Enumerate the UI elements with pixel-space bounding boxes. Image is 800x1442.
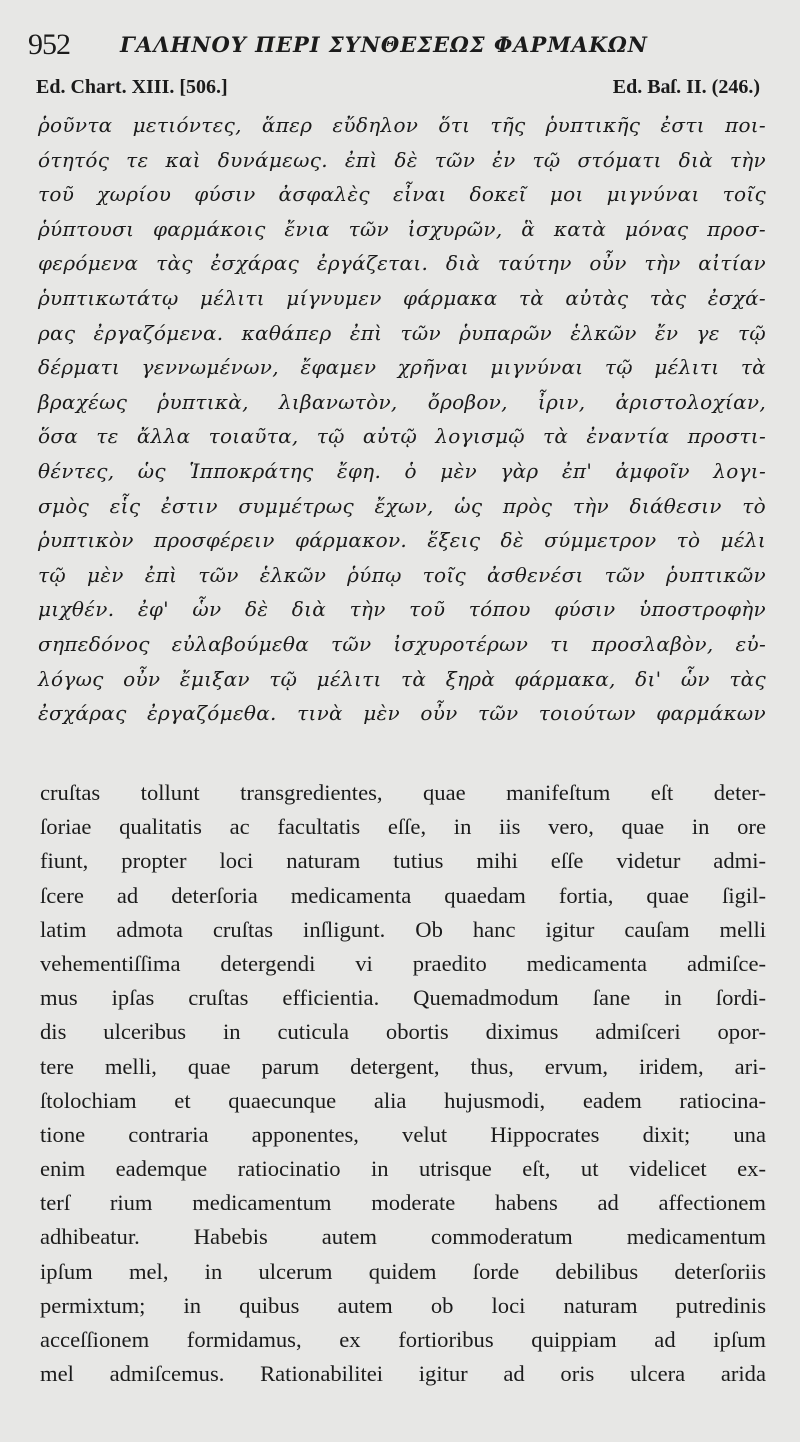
greek-text-line: ἐσχάρας ἐργαζόμεθα. τινὰ μὲν οὖν τῶν τοιούτων φαρμάκων	[38, 701, 766, 726]
greek-text-line: ῥύπτουσι φαρμάκοις ἔνια τῶν ἰσχυρῶν, ἃ κατὰ μόνας προσ-	[38, 216, 766, 241]
latin-text-line: tere melli, quae parum detergent, thus, ervum, iridem, ari-	[40, 1053, 766, 1079]
latin-text-line: permixtum; in quibus autem ob loci naturam putredinis	[40, 1292, 766, 1318]
latin-text-line: adhibeatur. Habebis autem commoderatum medicamentum	[40, 1224, 766, 1250]
latin-text-line: ſoriae qualitatis ac facultatis eſſe, in iis vero, quae in ore	[40, 814, 766, 840]
greek-text-line: σμὸς εἷς ἐστιν συμμέτρως ἔχων, ὡς πρὸς τὴν διάθεσιν τὸ	[38, 493, 766, 518]
greek-text-line: τοῦ χωρίου φύσιν ἀσφαλὲς εἶναι δοκεῖ μοι μιγνύναι τοῖς	[38, 182, 766, 207]
latin-text-line: mel admiſcemus. Rationabilitei igitur ad oris ulcera arida	[40, 1361, 766, 1387]
running-title: ΓΑΛΗΝΟΥ ΠΕΡΙ ΣΥΝΘΕΣΕΩΣ ΦΑΡΜΑΚΩΝ	[120, 32, 648, 57]
latin-text-line: latim admota cruſtas inſligunt. Ob hanc igitur cauſam melli	[40, 916, 766, 942]
latin-text-line: enim eademque ratiocinatio in utrisque eſt, ut videlicet ex-	[40, 1156, 766, 1182]
greek-text-line: ῥυπτικὸν προσφέρειν φάρμακον. ἕξεις δὲ σύμμετρον τὸ μέλι	[38, 528, 766, 553]
latin-text-line: vehementiſſima detergendi vi praedito medicamenta admiſce-	[40, 950, 766, 976]
greek-text-line: βραχέως ῥυπτικὰ, λιβανωτὸν, ὄροβον, ἶριν, ἀριστολοχίαν,	[38, 389, 766, 414]
latin-text-line: ſtolochiam et quaecunque alia hujusmodi, eadem ratiocina-	[40, 1087, 766, 1113]
latin-text-line: cruſtas tollunt transgredientes, quae manifeſtum eſt deter-	[40, 780, 766, 805]
latin-text-block	[40, 776, 766, 1391]
latin-text-line: fiunt, propter loci naturam tutius mihi eſſe videtur admi-	[40, 848, 766, 874]
latin-text-line: acceſſionem formidamus, ex fortioribus quippiam ad ipſum	[40, 1327, 766, 1352]
edition-references	[36, 76, 760, 106]
greek-text-line: φερόμενα τὰς ἐσχάρας ἐργάζεται. διὰ ταύτην οὖν τὴν αἰτίαν	[38, 251, 766, 276]
greek-text-line: λόγως οὖν ἔμιξαν τῷ μέλιτι τὰ ξηρὰ φάρμακα, δι' ὧν τὰς	[38, 666, 766, 691]
latin-text-line: ipſum mel, in ulcerum quidem ſorde debilibus deterſoriis	[40, 1258, 766, 1284]
edition-reference-left: Ed. Chart. XIII. [506.]	[36, 76, 228, 98]
greek-text-line: ῥυπτικωτάτῳ μέλιτι μίγνυμεν φάρμακα τὰ αὐτὰς τὰς ἐσχά-	[38, 285, 766, 310]
greek-text-line: θέντες, ὡς Ἱπποκράτης ἔφη. ὁ μὲν γὰρ ἐπ' ἀμφοῖν λογι-	[38, 458, 766, 483]
greek-text-line: ῥοῦντα μετιόντες, ἅπερ εὔδηλον ὅτι τῆς ῥυπτικῆς ἐστι ποι-	[38, 113, 766, 137]
latin-text-line: tione contraria apponentes, velut Hippocrates dixit; una	[40, 1121, 766, 1147]
latin-text-line: mus ipſas cruſtas efficientia. Quemadmodum ſane in ſordi-	[40, 985, 766, 1011]
greek-text-line: ότητός τε καὶ δυνάμεως. ἐπὶ δὲ τῶν ἐν τῷ στόματι διὰ τὴν	[38, 147, 766, 172]
greek-text-line: ὅσα τε ἄλλα τοιαῦτα, τῷ αὐτῷ λογισμῷ τὰ ἐναντία προστι-	[38, 424, 766, 449]
greek-text-block	[38, 108, 766, 731]
page-header	[28, 22, 768, 68]
page-number: 952	[28, 28, 70, 61]
greek-text-line: ρας ἐργαζόμενα. καθάπερ ἐπὶ τῶν ῥυπαρῶν ἑλκῶν ἔν γε τῷ	[38, 320, 766, 345]
greek-text-line: δέρματι γεννωμένων, ἔφαμεν χρῆναι μιγνύναι τῷ μέλιτι τὰ	[38, 355, 766, 380]
edition-reference-right: Ed. Baſ. II. (246.)	[612, 76, 760, 98]
latin-text-line: dis ulceribus in cuticula obortis diximus admiſceri opor-	[40, 1019, 766, 1045]
greek-text-line: μιχθέν. ἐφ' ὧν δὲ διὰ τὴν τοῦ τόπου φύσιν ὑποστροφὴν	[38, 597, 766, 622]
greek-text-line: σηπεδόνος εὐλαβούμεθα τῶν ἰσχυροτέρων τι προσλαβὸν, εὐ-	[38, 631, 766, 656]
greek-text-line: τῷ μὲν ἐπὶ τῶν ἑλκῶν ῥύπῳ τοῖς ἀσθενέσι τῶν ῥυπτικῶν	[38, 562, 766, 587]
latin-text-line: terſ rium medicamentum moderate habens ad affectionem	[40, 1190, 766, 1216]
latin-text-line: ſcere ad deterſoria medicamenta quaedam fortia, quae ſigil-	[40, 882, 766, 908]
